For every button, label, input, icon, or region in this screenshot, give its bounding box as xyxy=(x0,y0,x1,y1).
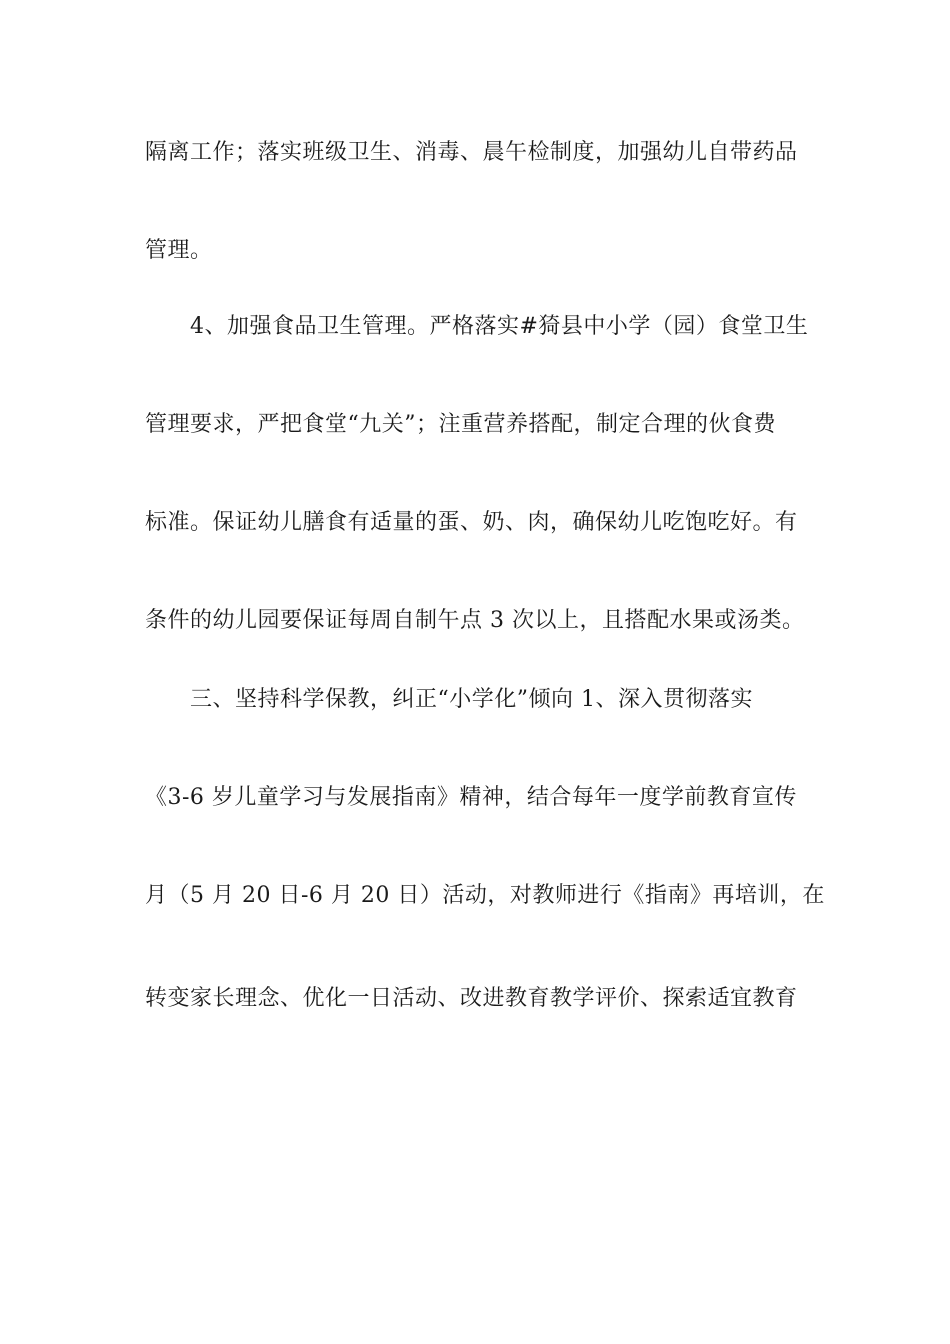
paragraph-line: 月（5 月 20 日-6 月 20 日）活动，对教师进行《指南》再培训，在 xyxy=(145,883,825,908)
paragraph-line: 隔离工作；落实班级卫生、消毒、晨午检制度，加强幼儿自带药品 xyxy=(145,140,798,165)
paragraph-line: 管理要求，严把食堂“九关”；注重营养搭配，制定合理的伙食费 xyxy=(145,412,776,437)
paragraph-line: 转变家长理念、优化一日活动、改进教育教学评价、探索适宜教育 xyxy=(145,986,798,1011)
paragraph-line: 《3-6 岁儿童学习与发展指南》精神，结合每年一度学前教育宣传 xyxy=(145,785,797,810)
paragraph-line: 条件的幼儿园要保证每周自制午点 3 次以上，且搭配水果或汤类。 xyxy=(145,608,805,633)
paragraph-line: 管理。 xyxy=(145,238,213,263)
section-heading-line: 三、坚持科学保教，纠正“小学化”倾向 1、深入贯彻落实 xyxy=(190,687,753,712)
paragraph-line: 标准。保证幼儿膳食有适量的蛋、奶、肉，确保幼儿吃饱吃好。有 xyxy=(145,510,798,535)
paragraph-line-item-4: 4、加强食品卫生管理。严格落实#猗县中小学（园）食堂卫生 xyxy=(190,314,809,339)
